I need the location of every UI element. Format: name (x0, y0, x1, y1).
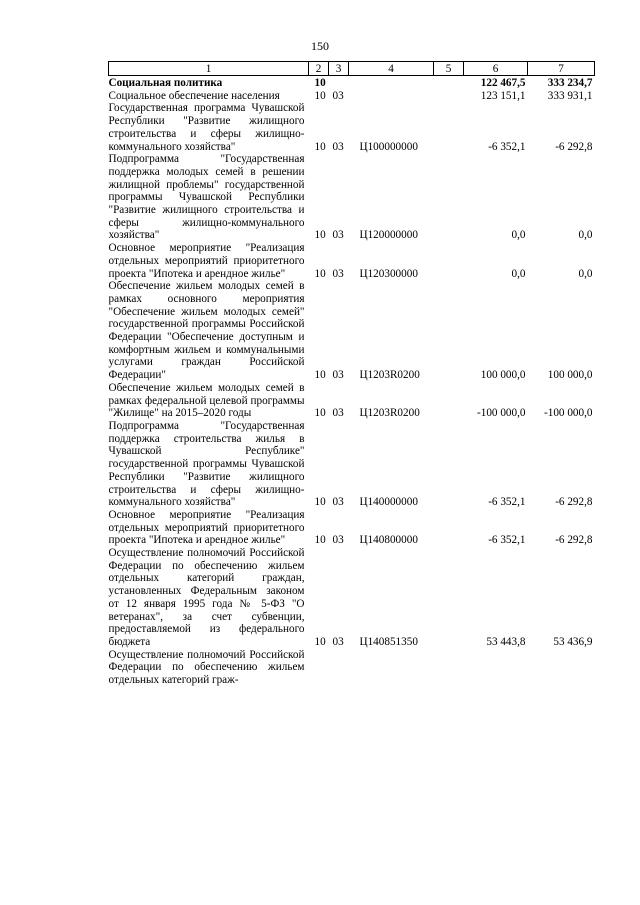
row-amount-col7: 100 000,0 (547, 369, 593, 382)
row-name: Социальное обеспечение населения (108, 89, 280, 102)
row-name: Основное мероприятие "Реализация отдельных мероприятий приоритетного проекта "Ипотека и арендное жилье" (108, 508, 305, 547)
column-header: 4 (349, 62, 434, 76)
row-amount-col6: 0,0 (511, 267, 526, 280)
row-name: Обеспечение жильем молодых семей в рамках основного мероприятия "Обеспечение жильем молодых семей" государственной программы Российской Федерации "Обеспечение доступным и комфортным жильем и коммунальными услугами граждан Российской Федерации" (108, 280, 305, 382)
row-section: 10 (314, 534, 326, 547)
row-subsection: 03 (332, 369, 344, 382)
row-target-code: Ц120300000 (359, 267, 418, 280)
row-name: Основное мероприятие "Реализация отдельных мероприятий приоритетного проекта "Ипотека и арендное жилье" (108, 242, 305, 280)
table-row (109, 280, 595, 382)
row-target-code: Ц1203R0200 (359, 407, 420, 420)
row-subsection: 03 (332, 635, 344, 648)
row-section: 10 (314, 407, 326, 420)
row-amount-col6: 0,0 (511, 229, 526, 242)
column-header: 6 (464, 62, 528, 76)
row-amount-col6 (464, 649, 528, 687)
row-target-code (349, 76, 434, 90)
row-amount-col7: 333 931,1 (547, 89, 593, 102)
row-expense-type (434, 509, 464, 547)
table-row (109, 420, 595, 509)
row-subsection: 03 (332, 229, 344, 242)
row-subsection: 03 (332, 140, 344, 153)
row-amount-col6: 123 151,1 (480, 89, 526, 102)
row-subsection (329, 649, 349, 687)
column-header: 7 (528, 62, 595, 76)
row-section: 10 (314, 267, 326, 280)
row-name: Социальная политика (108, 77, 223, 89)
budget-table (108, 61, 595, 687)
page-number: 150 (311, 39, 329, 53)
row-name: Государственная программа Чувашской Республики "Развитие жилищного строительства и сферы жилищно-коммунального хозяйства" (108, 102, 305, 153)
row-expense-type (434, 153, 464, 242)
row-target-code (349, 649, 434, 687)
row-amount-col7: 0,0 (578, 267, 593, 280)
row-section: 10 (314, 77, 326, 89)
row-amount-col6: -100 000,0 (477, 407, 526, 420)
row-section: 10 (314, 89, 326, 102)
row-amount-col6: 100 000,0 (480, 369, 526, 382)
row-expense-type (434, 382, 464, 420)
table-row (109, 76, 595, 90)
row-expense-type (434, 420, 464, 509)
row-section: 10 (314, 635, 326, 648)
row-target-code: Ц120000000 (359, 229, 418, 242)
row-amount-col6: 53 443,8 (486, 635, 526, 648)
row-section: 10 (314, 229, 326, 242)
row-amount-col6: 122 467,5 (480, 77, 526, 89)
row-subsection: 03 (332, 267, 344, 280)
column-header: 3 (329, 62, 349, 76)
row-amount-col7: 53 436,9 (553, 635, 593, 648)
table-row (109, 649, 595, 687)
table-row (109, 242, 595, 280)
row-amount-col7: 333 234,7 (547, 77, 593, 89)
table-row (109, 102, 595, 153)
row-target-code: Ц140851350 (359, 635, 418, 648)
row-section: 10 (314, 140, 326, 153)
row-target-code: Ц140000000 (359, 496, 418, 509)
column-header: 5 (434, 62, 464, 76)
row-section (309, 649, 329, 687)
row-subsection: 03 (332, 534, 344, 547)
row-amount-col7 (528, 649, 595, 687)
row-amount-col7: -6 292,8 (555, 496, 593, 509)
row-amount-col7: -6 292,8 (555, 140, 593, 153)
row-subsection: 03 (332, 407, 344, 420)
row-expense-type (434, 76, 464, 90)
row-expense-type (434, 102, 464, 153)
table-row (109, 153, 595, 242)
row-subsection (329, 76, 349, 90)
row-expense-type (434, 242, 464, 280)
row-amount-col7: -100 000,0 (544, 407, 593, 420)
row-target-code: Ц1203R0200 (359, 369, 420, 382)
row-target-code (349, 90, 434, 103)
row-name: Обеспечение жильем молодых семей в рамках федеральной целевой программы "Жилище" на 2015–2020 годы (108, 381, 305, 420)
table-row (109, 382, 595, 420)
table-row (109, 547, 595, 649)
row-amount-col7: -6 292,8 (555, 534, 593, 547)
row-name: Подпрограмма "Государственная поддержка молодых семей в решении жилищной проблемы" государственной программы Чувашской Республики "Развитие жилищного строительства и сферы жилищно-коммунального хозяйства" (108, 153, 305, 242)
row-amount-col7: 0,0 (578, 229, 593, 242)
row-subsection: 03 (332, 496, 344, 509)
row-expense-type (434, 547, 464, 649)
row-expense-type (434, 649, 464, 687)
row-target-code: Ц100000000 (359, 140, 418, 153)
row-subsection: 03 (332, 89, 344, 102)
row-name: Осуществление полномочий Российской Федерации по обеспечению жильем отдельных категорий граждан, установленных Федеральным законом от 12 января 1995 года № 5-ФЗ "О ветеранах", за счет субвенции, предоставляемой из федерального бюджета (108, 547, 305, 648)
row-section: 10 (314, 496, 326, 509)
column-header: 1 (109, 62, 309, 76)
row-name: Подпрограмма "Государственная поддержка строительства жилья в Чувашской Республике" государственной программы Чувашской Республики "Развитие жилищного строительства и сферы жилищно-коммунального хозяйства" (108, 419, 305, 509)
column-header: 2 (309, 62, 329, 76)
row-amount-col6: -6 352,1 (488, 534, 526, 547)
table-body (109, 76, 595, 687)
row-name: Осуществление полномочий Российской Федерации по обеспечению жильем отдельных категорий граж- (108, 648, 305, 687)
row-amount-col6: -6 352,1 (488, 496, 526, 509)
header-row (109, 62, 595, 76)
row-expense-type (434, 90, 464, 103)
row-target-code: Ц140800000 (359, 534, 418, 547)
row-section: 10 (314, 369, 326, 382)
table-row (109, 90, 595, 103)
row-amount-col6: -6 352,1 (488, 140, 526, 153)
row-expense-type (434, 280, 464, 382)
table-row (109, 509, 595, 547)
